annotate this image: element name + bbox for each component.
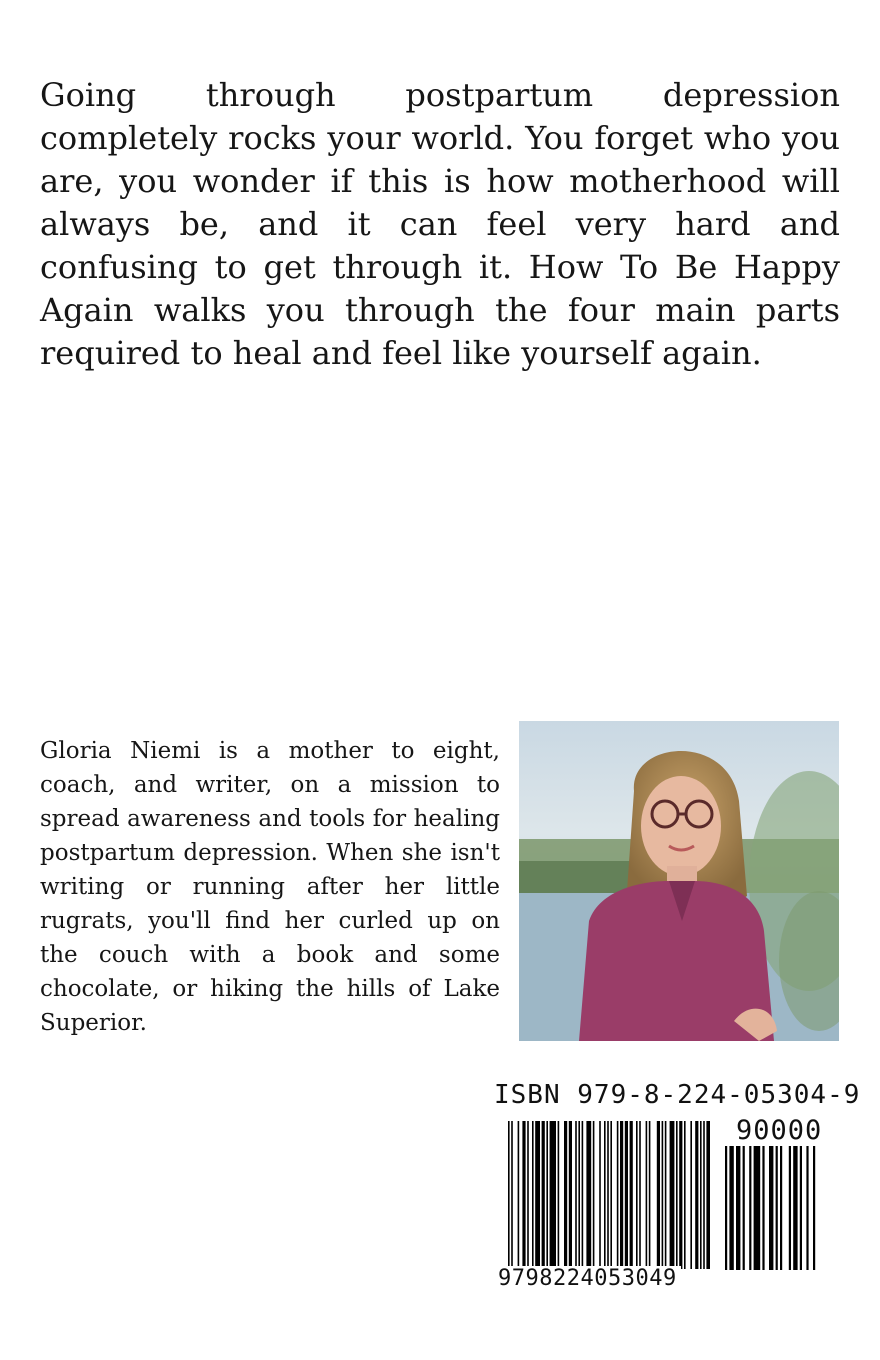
barcode-bar bbox=[518, 1121, 520, 1269]
barcode-bar bbox=[649, 1121, 651, 1269]
barcode-bar bbox=[736, 1146, 740, 1270]
barcode-bar bbox=[532, 1121, 534, 1269]
barcode-bar bbox=[625, 1121, 628, 1269]
barcode-bar bbox=[546, 1121, 548, 1269]
barcode-bar bbox=[800, 1146, 802, 1270]
barcode-bar bbox=[508, 1121, 510, 1269]
barcode-bar bbox=[586, 1121, 591, 1269]
barcode-bar bbox=[676, 1121, 678, 1269]
cover-blurb: Going through postpartum depression completely rocks your world. You forget who you are, you wonder if this is how motherhood will always be, and it can feel very hard and confusing to get through it. How To Be Happy Again walks you through the four main parts required to heal and feel like yourself again. bbox=[40, 76, 840, 372]
barcode-bar bbox=[630, 1121, 633, 1269]
barcode-bar bbox=[725, 1146, 727, 1270]
addon-barcode bbox=[725, 1146, 825, 1270]
barcode-bar bbox=[743, 1146, 745, 1270]
barcode-bar bbox=[729, 1146, 733, 1270]
isbn-label: ISBN 979-8-224-05304-9 bbox=[494, 1080, 861, 1110]
barcode-bar bbox=[564, 1121, 567, 1269]
barcode-bar bbox=[646, 1121, 648, 1269]
barcode-bar bbox=[578, 1121, 580, 1269]
barcode-bar bbox=[700, 1121, 702, 1269]
price-code: 90000 bbox=[736, 1115, 823, 1146]
barcode-bar bbox=[607, 1121, 609, 1269]
author-bio: Gloria Niemi is a mother to eight, coach, and writer, on a mission to spread awareness and tools for healing postpartum depression. When she isn't writing or running after her little rugrats, you'll find her curled up on the couch with a book and some chocolate, or hiking the hills of Lake Superior. bbox=[40, 738, 500, 1036]
barcode-bar bbox=[542, 1121, 545, 1269]
barcode-bar bbox=[575, 1121, 577, 1269]
barcode-bar bbox=[703, 1121, 705, 1269]
barcode-bar bbox=[569, 1121, 572, 1269]
barcode-bar bbox=[610, 1121, 612, 1269]
barcode-bar bbox=[690, 1121, 692, 1269]
barcode-bar bbox=[527, 1121, 529, 1269]
barcode-bar bbox=[684, 1121, 686, 1269]
ean-digits: 9798224053049 bbox=[494, 1266, 681, 1291]
barcode-bar bbox=[662, 1121, 664, 1269]
barcode-bar bbox=[617, 1121, 619, 1269]
barcode-bar bbox=[522, 1121, 525, 1269]
barcode-bar bbox=[679, 1121, 682, 1269]
barcode-bar bbox=[769, 1146, 773, 1270]
barcode-bar bbox=[806, 1146, 808, 1270]
author-photo bbox=[519, 721, 839, 1041]
barcode-bar bbox=[695, 1121, 698, 1269]
barcode-bar bbox=[593, 1121, 595, 1269]
barcode-bar bbox=[636, 1121, 638, 1269]
barcode-bar bbox=[706, 1121, 710, 1269]
barcode-bar bbox=[620, 1121, 623, 1269]
barcode-bar bbox=[754, 1146, 761, 1270]
barcode-bar bbox=[776, 1146, 778, 1270]
barcode-bar bbox=[604, 1121, 606, 1269]
ean-barcode bbox=[508, 1121, 710, 1269]
barcode-bar bbox=[665, 1121, 667, 1269]
barcode-bar bbox=[813, 1146, 815, 1270]
barcode-bar bbox=[550, 1121, 556, 1269]
barcode-bar bbox=[749, 1146, 751, 1270]
barcode-bar bbox=[639, 1121, 641, 1269]
barcode-bar bbox=[582, 1121, 584, 1269]
barcode-bar bbox=[793, 1146, 797, 1270]
barcode-bar bbox=[535, 1121, 540, 1269]
barcode-bar bbox=[558, 1121, 560, 1269]
barcode-bar bbox=[780, 1146, 782, 1270]
barcode-bar bbox=[657, 1121, 660, 1269]
barcode-bar bbox=[670, 1121, 675, 1269]
barcode-bar bbox=[789, 1146, 791, 1270]
barcode-bar bbox=[511, 1121, 513, 1269]
barcode-bar bbox=[762, 1146, 764, 1270]
barcode-bar bbox=[599, 1121, 601, 1269]
